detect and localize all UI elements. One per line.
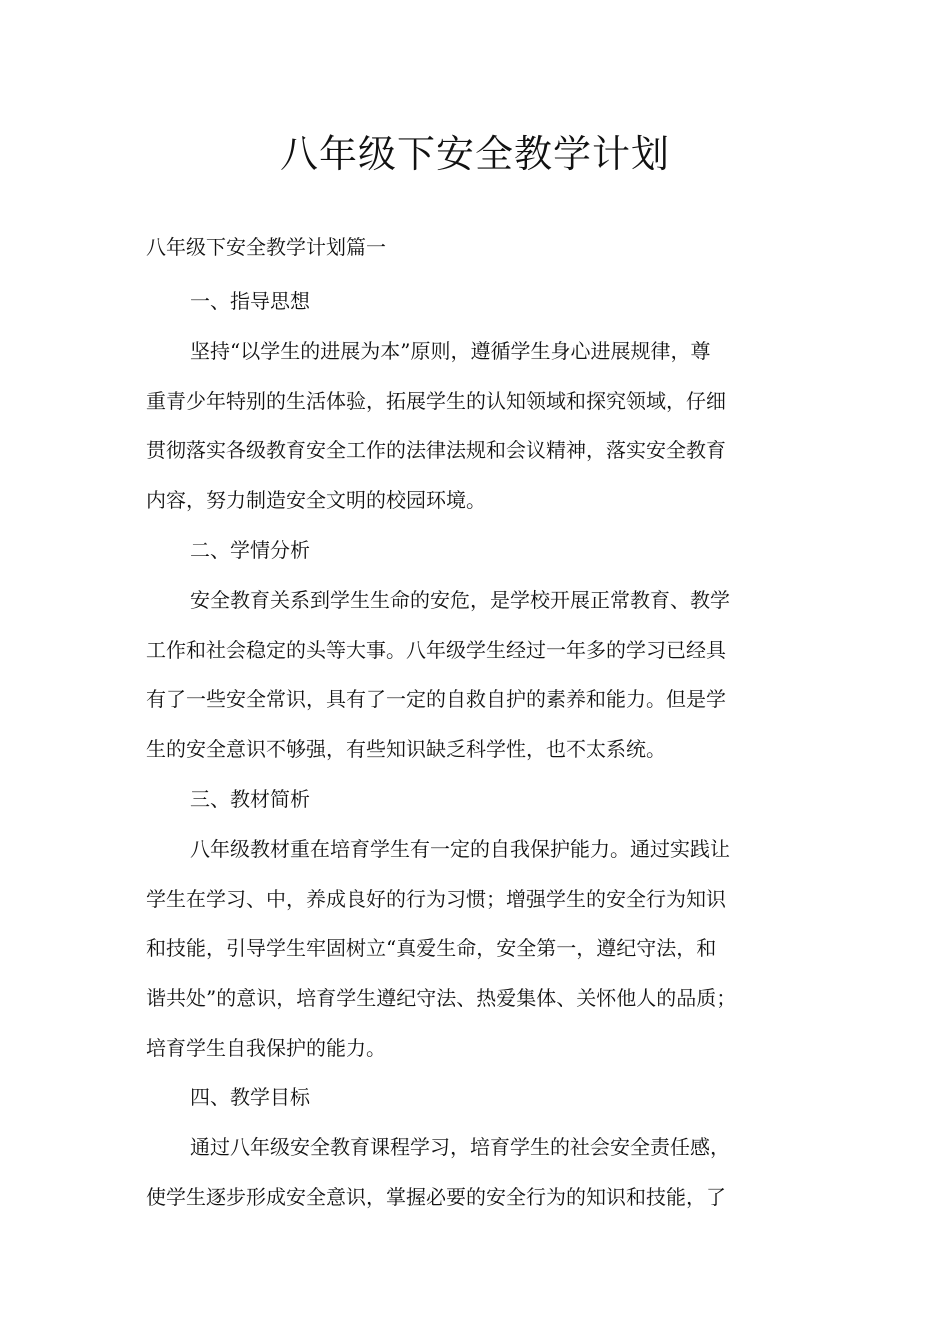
paragraph-line: 内容，努力制造安全文明的校园环境。 — [146, 488, 486, 513]
paragraph-line: 工作和社会稳定的头等大事。八年级学生经过一年多的学习已经具 — [146, 637, 726, 662]
paragraph-line: 坚持“以学生的进展为本”原则，遵循学生身心进展规律，尊 — [190, 339, 711, 363]
paragraph-line: 重青少年特别的生活体验，拓展学生的认知领域和探究领域，仔细 — [146, 388, 726, 413]
paragraph-line: 学生在学习、中，养成良好的行为习惯；增强学生的安全行为知识 — [146, 886, 726, 911]
document-subtitle: 八年级下安全教学计划篇一 — [146, 235, 386, 259]
paragraph-line: 和技能，引导学生牢固树立“真爱生命，安全第一，遵纪守法，和 — [146, 936, 717, 961]
paragraph-line: 使学生逐步形成安全意识，掌握必要的安全行为的知识和技能，了 — [146, 1184, 726, 1209]
section-paragraph-2 — [146, 585, 806, 784]
paragraph-line: 培育学生自我保护的能力。 — [146, 1035, 386, 1060]
section-paragraph-4 — [146, 1132, 806, 1231]
section-paragraph-1 — [146, 336, 806, 535]
section-heading-4: 四、教学目标 — [190, 1085, 310, 1109]
section-heading-1: 一、指导思想 — [190, 289, 310, 313]
paragraph-line: 贯彻落实各级教育安全工作的法律法规和会议精神，落实安全教育 — [146, 438, 726, 463]
document-title: 八年级下安全教学计划 — [279, 132, 670, 176]
paragraph-line: 安全教育关系到学生生命的安危，是学校开展正常教育、教学 — [190, 588, 730, 612]
section-paragraph-3 — [146, 834, 806, 1082]
paragraph-line: 谐共处”的意识，培育学生遵纪守法、热爱集体、关怀他人的品质； — [146, 986, 737, 1011]
paragraph-line: 有了一些安全常识，具有了一定的自救自护的素养和能力。但是学 — [146, 687, 726, 712]
section-heading-3: 三、教材简析 — [190, 787, 310, 811]
paragraph-line: 生的安全意识不够强，有些知识缺乏科学性，也不太系统。 — [146, 737, 666, 762]
paragraph-line: 八年级教材重在培育学生有一定的自我保护能力。通过实践让 — [190, 837, 730, 861]
paragraph-line: 通过八年级安全教育课程学习，培育学生的社会安全责任感， — [190, 1135, 730, 1159]
section-heading-2: 二、学情分析 — [190, 538, 310, 562]
